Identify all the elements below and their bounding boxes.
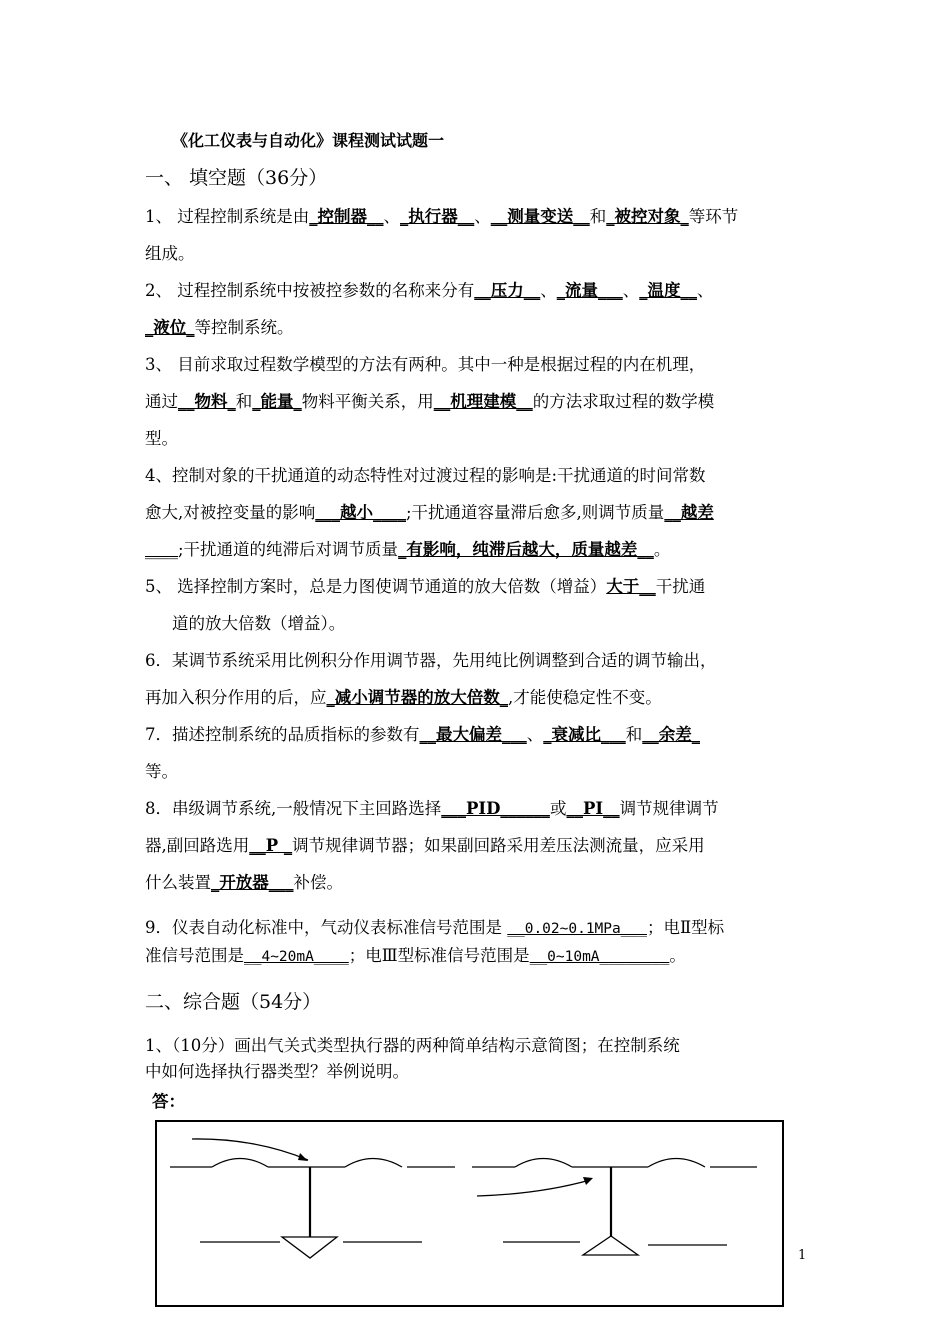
q4-text-2: ;干扰通道容量滞后愈多,则调节质量 <box>406 503 665 522</box>
q4-text-3: ;干扰通道的纯滞后对调节质量 <box>178 540 399 559</box>
left-arrow <box>192 1139 308 1160</box>
answer-label: 答： <box>152 1092 185 1111</box>
q5-text-2: 干扰通 <box>655 577 706 596</box>
q1-prefix: 1、 过程控制系统是由 <box>145 207 310 226</box>
q2-answer-3: _温度__ <box>639 281 697 300</box>
question-4-line-1: 4、控制对象的干扰通道的动态特性对过渡过程的影响是:干扰通道的时间常数 <box>145 466 706 485</box>
q1-answer-4: _被控对象_ <box>606 207 689 226</box>
q2-suffix: 等控制系统。 <box>194 318 294 337</box>
section-1-heading: 一、 填空题（36分） <box>145 167 328 189</box>
q2-answer-2: _流量___ <box>556 281 623 300</box>
question-1-line-2: 组成。 <box>145 244 195 263</box>
q9-text-5: 。 <box>669 946 686 965</box>
q2-sep-2: 、 <box>622 281 640 300</box>
right-arrow <box>477 1180 590 1196</box>
q9-answer-2: __4~20mA____ <box>244 949 349 965</box>
q8-text-3: 调节规律调节 <box>619 799 719 818</box>
q8-text-1: 8．串级调节系统,一般情况下主回路选择 <box>145 799 442 818</box>
q1-suffix: 等环节 <box>688 207 739 226</box>
q7-answer-3: __余差_ <box>642 725 700 744</box>
question-3-line-1: 3、 目前求取过程数学模型的方法有两种。其中一种是根据过程的内在机理， <box>145 355 706 374</box>
q9-text-1: 9．仪表自动化标准中，气动仪表标准信号范围是 <box>145 918 508 937</box>
q7-sep-2: 和 <box>625 725 643 744</box>
q1-answer-2: _执行器__ <box>400 207 475 226</box>
right-actuator <box>472 1159 757 1256</box>
q7-answer-2: _衰减比___ <box>543 725 626 744</box>
q2-prefix: 2、 过程控制系统中按被控参数的名称来分有 <box>145 281 475 300</box>
q9-answer-3: __0~10mA________ <box>529 949 670 965</box>
question-3-line-3: 型。 <box>145 429 178 448</box>
q2-sep-1: 、 <box>540 281 557 300</box>
q8-text-2: 或 <box>549 799 567 818</box>
question-5-line-2: 道的放大倍数（增益）。 <box>172 614 346 633</box>
question-6-line-1: 6．某调节系统采用比例积分作用调节器，先用纯比例调整到合适的调节输出， <box>145 651 717 670</box>
q6-answer-1: _减小调节器的放大倍数_ <box>326 688 508 707</box>
q6-text-2: ,才能使稳定性不变。 <box>508 688 662 707</box>
question-7-line-2: 等。 <box>145 762 178 781</box>
left-arrow-head <box>298 1153 308 1161</box>
q9-answer-1: __0.02~0.1MPa___ <box>507 921 647 937</box>
q2-sep-3: 、 <box>697 281 714 300</box>
q4-text-4: 。 <box>653 540 671 559</box>
q6-text-1: 再加入积分作用的后，应 <box>145 688 327 707</box>
right-arrow-head <box>583 1177 593 1185</box>
q8-answer-1: ___PID______ <box>441 799 550 818</box>
q3-text-4: 的方法求取过程的数学模 <box>532 392 715 411</box>
diagram-frame <box>156 1121 783 1306</box>
q4-answer-1: ___越小____ <box>315 503 406 522</box>
q7-text-1: 7．描述控制系统的品质指标的参数有 <box>145 725 420 744</box>
q2-answer-4: _液位_ <box>145 318 195 337</box>
q9-text-3: 准信号范围是 <box>145 946 244 965</box>
q1-sep-3: 和 <box>589 207 607 226</box>
q1-answer-1: _控制器__ <box>309 207 384 226</box>
q8-text-4: 器,副回路选用 <box>145 836 250 855</box>
left-actuator <box>170 1139 455 1258</box>
q4-answer-3: _有影响，纯滞后越大，质量越差__ <box>398 540 654 559</box>
q1-sep-1: 、 <box>383 207 400 226</box>
q9-text-4: ；电Ⅲ型标准信号范围是 <box>348 946 530 965</box>
q3-answer-3: __机理建模__ <box>433 392 533 411</box>
q5-answer-1: 大于__ <box>606 577 656 596</box>
q4-answer-2: __越差 <box>664 503 714 522</box>
q3-text-2: 和 <box>235 392 253 411</box>
q3-text-3: 物料平衡关系，用 <box>301 392 434 411</box>
q4-text-1: 愈大,对被控变量的影响 <box>145 503 316 522</box>
q1-answer-3: __测量变送__ <box>490 207 590 226</box>
q4-answer-2-cont: ____ <box>145 540 178 559</box>
q8-answer-4: _开放器___ <box>211 873 294 892</box>
q5-text-1: 5、 选择控制方案时，总是力图使调节通道的放大倍数（增益） <box>145 577 607 596</box>
q8-text-5: 调节规律调节器；如果副回路采用差压法测流量，应采用 <box>292 836 705 855</box>
q7-answer-1: __最大偏差___ <box>419 725 527 744</box>
q8-text-7: 补偿。 <box>293 873 343 892</box>
q8-answer-2: __PI__ <box>566 799 620 818</box>
q3-answer-1: __物料_ <box>178 392 236 411</box>
composite-question-1-line-2: 中如何选择执行器类型？举例说明。 <box>145 1062 409 1081</box>
q3-answer-2: _能量_ <box>252 392 302 411</box>
page-title: 《化工仪表与自动化》课程测试试题一 <box>172 131 445 150</box>
composite-question-1-line-1: 1、（10分）画出气关式类型执行器的两种简单结构示意简图；在控制系统 <box>145 1036 680 1055</box>
page-number: 1 <box>798 1248 807 1263</box>
q9-text-2: ；电Ⅱ型标 <box>646 918 725 937</box>
q7-sep-1: 、 <box>526 725 544 744</box>
q2-answer-1: __压力__ <box>474 281 541 300</box>
q3-text-1: 通过 <box>145 392 178 411</box>
q1-sep-2: 、 <box>474 207 491 226</box>
q8-answer-3: __P _ <box>249 836 293 855</box>
section-2-heading: 二、综合题（54分） <box>145 991 322 1013</box>
q8-text-6: 什么装置 <box>145 873 211 892</box>
